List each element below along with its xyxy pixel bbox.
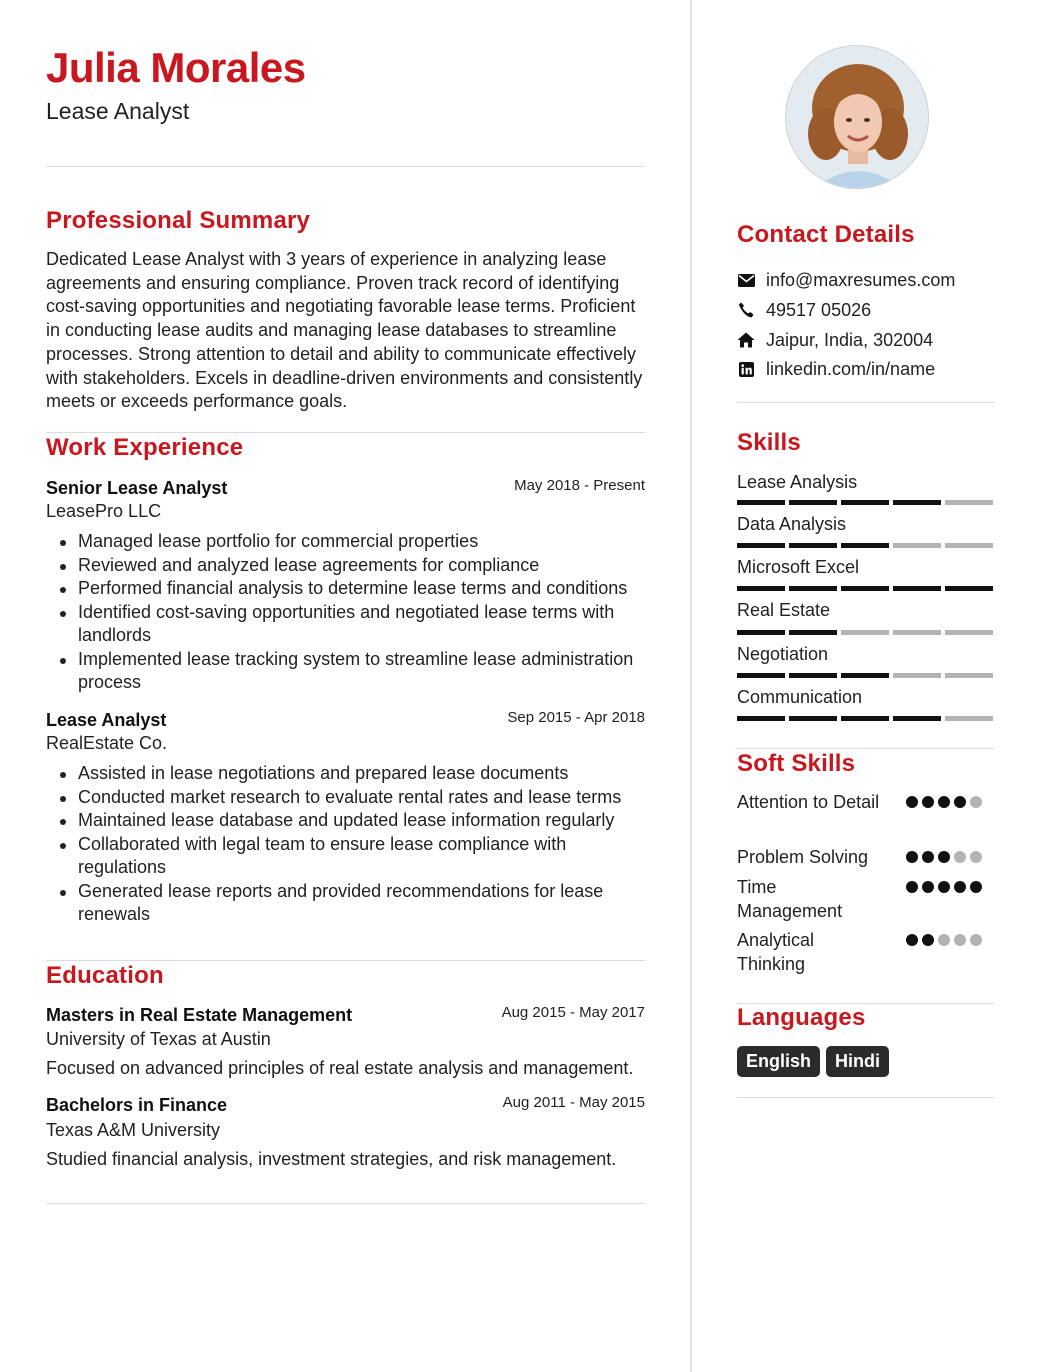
contact-linkedin-text: linkedin.com/in/name [766, 358, 936, 379]
column-divider [690, 0, 692, 1372]
header-divider [46, 166, 645, 167]
job-bullet: Reviewed and analyzed lease agreements for compliance [78, 554, 648, 578]
skill-segment-filled [737, 630, 785, 635]
linkedin-icon [737, 360, 755, 378]
skill-segment-filled [945, 586, 993, 591]
summary-text: Dedicated Lease Analyst with 3 years of experience in analyzing lease agreements and ensuring compliance. Proven track record of identifying cost-saving opportunities and negotiating favorable lease terms. Proficient in conducting lease audits and managing lease databases to streamline processes. Strong attention to detail and ability to communicate effectively with stakeholders. Excels in deadline-driven environments and consistently meets or exceeds performance goals. [46, 249, 643, 412]
skill-segment-filled [789, 630, 837, 635]
rating-dot-filled [938, 881, 950, 893]
skills-divider [737, 748, 995, 749]
skill-segment-filled [789, 500, 837, 505]
rating-dot-filled [938, 796, 950, 808]
skill-meter [737, 630, 993, 635]
languages-heading: Languages [737, 1004, 866, 1031]
job-date: Sep 2015 - Apr 2018 [507, 709, 645, 726]
skill-meter [737, 586, 993, 591]
job-bullet: Conducted market research to evaluate rental rates and lease terms [78, 786, 648, 810]
rating-dot-empty [970, 934, 982, 946]
skill-segment-empty [893, 543, 941, 548]
contact-email-text: info@maxresumes.com [766, 269, 956, 290]
job-company: RealEstate Co. [46, 733, 168, 753]
soft-skill-rating [906, 881, 986, 893]
rating-dot-filled [906, 851, 918, 863]
edu-desc: Studied financial analysis, investment strategies, and risk management. [46, 1149, 617, 1169]
contact-linkedin[interactable] [737, 357, 935, 381]
rating-dot-filled [906, 796, 918, 808]
rating-dot-empty [954, 934, 966, 946]
edu-school: Texas A&M University [46, 1120, 221, 1140]
skill-segment-empty [945, 716, 993, 721]
soft-skill-rating [906, 851, 986, 863]
skill-segment-filled [789, 673, 837, 678]
envelope-icon [737, 271, 755, 289]
phone-icon [737, 301, 755, 319]
skill-label: Negotiation [737, 644, 829, 664]
skill-segment-empty [945, 673, 993, 678]
contact-address [737, 328, 933, 352]
job-bullet: Generated lease reports and provided recommendations for lease renewals [78, 880, 648, 927]
job-role: Senior Lease Analyst [46, 478, 228, 498]
summary-divider [46, 432, 645, 433]
rating-dot-filled [922, 934, 934, 946]
summary-heading: Professional Summary [46, 207, 311, 234]
skill-segment-filled [737, 543, 785, 548]
candidate-title: Lease Analyst [46, 98, 190, 124]
soft-skill-label: Attention to Detail [737, 792, 880, 812]
skill-label: Microsoft Excel [737, 557, 860, 577]
soft-skill-label: Analytical Thinking [737, 930, 815, 974]
skill-meter [737, 673, 993, 678]
job-role: Lease Analyst [46, 710, 167, 730]
job-bullet: Maintained lease database and updated lease information regularly [78, 809, 648, 833]
edu-degree: Masters in Real Estate Management [46, 1005, 353, 1025]
soft-skills-heading: Soft Skills [737, 750, 856, 777]
soft-skill-label: Time Management [737, 877, 843, 921]
job-date: May 2018 - Present [514, 477, 645, 494]
rating-dot-filled [906, 934, 918, 946]
skill-segment-filled [789, 716, 837, 721]
job-bullets [78, 530, 648, 695]
language-tags [737, 1046, 889, 1077]
skill-segment-filled [789, 586, 837, 591]
soft-skill-rating [906, 796, 986, 808]
language-tag: English [737, 1046, 820, 1077]
skill-label: Communication [737, 687, 863, 707]
rating-dot-filled [938, 851, 950, 863]
contact-divider [737, 402, 995, 403]
skill-segment-filled [737, 673, 785, 678]
skill-segment-filled [893, 500, 941, 505]
job-bullets [78, 762, 648, 927]
skill-segment-empty [945, 630, 993, 635]
skills-heading: Skills [737, 429, 801, 456]
soft-skill-label: Problem Solving [737, 847, 869, 867]
skill-segment-filled [841, 500, 889, 505]
skill-segment-filled [841, 586, 889, 591]
edu-school: University of Texas at Austin [46, 1029, 271, 1049]
languages-divider [737, 1097, 995, 1098]
contact-address-text: Jaipur, India, 302004 [766, 329, 934, 350]
contact-phone[interactable] [737, 298, 871, 322]
skill-label: Real Estate [737, 600, 831, 620]
rating-dot-filled [922, 796, 934, 808]
rating-dot-filled [906, 881, 918, 893]
experience-divider [46, 960, 645, 961]
job-company: LeasePro LLC [46, 501, 162, 521]
rating-dot-filled [954, 881, 966, 893]
skill-segment-filled [737, 586, 785, 591]
rating-dot-filled [922, 881, 934, 893]
skill-segment-filled [893, 716, 941, 721]
rating-dot-filled [970, 881, 982, 893]
rating-dot-empty [970, 851, 982, 863]
education-divider [46, 1203, 645, 1204]
skill-meter [737, 543, 993, 548]
skill-segment-filled [893, 586, 941, 591]
skill-segment-empty [945, 543, 993, 548]
job-bullet: Performed financial analysis to determine lease terms and conditions [78, 577, 648, 601]
contact-phone-text: 49517 05026 [766, 299, 872, 320]
edu-date: Aug 2015 - May 2017 [501, 1004, 645, 1021]
edu-date: Aug 2011 - May 2015 [502, 1094, 645, 1111]
profile-photo [785, 45, 929, 189]
job-bullet: Collaborated with legal team to ensure lease compliance with regulations [78, 833, 648, 880]
skill-segment-filled [841, 716, 889, 721]
rating-dot-filled [954, 796, 966, 808]
soft-skill-rating [906, 934, 986, 946]
skill-segment-filled [737, 500, 785, 505]
skill-segment-empty [893, 630, 941, 635]
job-bullet: Managed lease portfolio for commercial properties [78, 530, 648, 554]
skill-segment-filled [841, 543, 889, 548]
rating-dot-filled [922, 851, 934, 863]
skill-meter [737, 716, 993, 721]
skill-label: Data Analysis [737, 514, 847, 534]
job-bullet: Identified cost-saving opportunities and negotiated lease terms with landlords [78, 601, 648, 648]
rating-dot-empty [970, 796, 982, 808]
skill-segment-filled [737, 716, 785, 721]
skill-segment-empty [841, 630, 889, 635]
skill-segment-filled [841, 673, 889, 678]
skill-meter [737, 500, 993, 505]
contact-heading: Contact Details [737, 221, 915, 248]
skill-segment-empty [945, 500, 993, 505]
contact-email[interactable] [737, 268, 955, 292]
experience-heading: Work Experience [46, 434, 244, 461]
edu-desc: Focused on advanced principles of real estate analysis and management. [46, 1058, 634, 1078]
skill-segment-empty [893, 673, 941, 678]
candidate-name: Julia Morales [46, 44, 306, 91]
skill-label: Lease Analysis [737, 472, 858, 492]
rating-dot-empty [954, 851, 966, 863]
home-icon [737, 331, 755, 349]
rating-dot-empty [938, 934, 950, 946]
education-heading: Education [46, 962, 164, 989]
skill-segment-filled [789, 543, 837, 548]
language-tag: Hindi [826, 1046, 889, 1077]
job-bullet: Assisted in lease negotiations and prepared lease documents [78, 762, 648, 786]
job-bullet: Implemented lease tracking system to streamline lease administration process [78, 648, 648, 695]
edu-degree: Bachelors in Finance [46, 1095, 228, 1115]
